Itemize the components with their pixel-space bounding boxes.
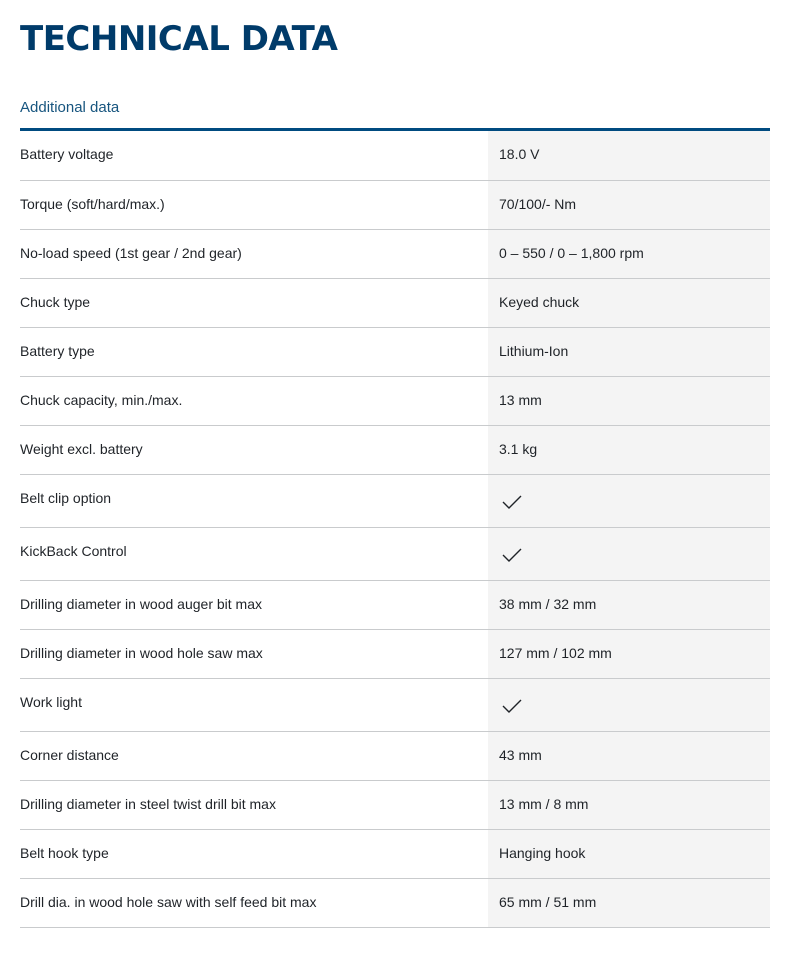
row-label: No-load speed (1st gear / 2nd gear) [20, 245, 242, 261]
row-label: Chuck type [20, 294, 91, 310]
row-label: KickBack Control [20, 543, 127, 559]
row-value: Lithium-Ion [488, 328, 770, 376]
row-value [488, 679, 770, 731]
table-row [20, 732, 770, 781]
table-row [20, 475, 770, 528]
table-row [20, 131, 770, 181]
row-value: Keyed chuck [488, 279, 770, 327]
table-row [20, 230, 770, 279]
row-value [488, 475, 770, 527]
page-title: TECHNICAL DATA [20, 19, 338, 59]
table-row [20, 279, 770, 328]
row-value: 43 mm [488, 732, 770, 780]
row-label: Battery type [20, 343, 95, 359]
row-label: Torque (soft/hard/max.) [20, 196, 165, 212]
row-label: Work light [20, 694, 82, 710]
table-row [20, 528, 770, 581]
row-label: Weight excl. battery [20, 441, 143, 457]
table-row [20, 781, 770, 830]
row-label: Belt clip option [20, 490, 112, 506]
row-value [488, 528, 770, 580]
table-row [20, 426, 770, 475]
row-value: 38 mm / 32 mm [488, 581, 770, 629]
row-label: Drilling diameter in steel twist drill bit max [20, 796, 276, 812]
row-label: Drilling diameter in wood auger bit max [20, 596, 262, 612]
row-label: Drill dia. in wood hole saw with self feed bit max [20, 894, 317, 910]
row-label: Drilling diameter in wood hole saw max [20, 645, 263, 661]
row-value: 13 mm / 8 mm [488, 781, 770, 829]
row-value: 127 mm / 102 mm [488, 630, 770, 678]
check-icon [502, 698, 522, 714]
section-subtitle: Additional data [20, 99, 120, 116]
check-icon [502, 547, 522, 563]
table-row [20, 377, 770, 426]
technical-data-section [20, 0, 770, 928]
row-value: 70/100/- Nm [488, 181, 770, 229]
row-value: 3.1 kg [488, 426, 770, 474]
table-row [20, 328, 770, 377]
table-row [20, 581, 770, 630]
row-label: Chuck capacity, min./max. [20, 392, 183, 408]
table-row [20, 679, 770, 732]
row-value: Hanging hook [488, 830, 770, 878]
row-value: 65 mm / 51 mm [488, 879, 770, 927]
row-label: Corner distance [20, 747, 119, 763]
row-label: Belt hook type [20, 845, 109, 861]
table-row [20, 630, 770, 679]
technical-data-table [20, 128, 770, 928]
row-value: 18.0 V [488, 131, 770, 180]
row-label: Battery voltage [20, 146, 114, 162]
row-value: 0 – 550 / 0 – 1,800 rpm [488, 230, 770, 278]
table-row [20, 879, 770, 928]
table-row [20, 830, 770, 879]
check-icon [502, 494, 522, 510]
table-row [20, 181, 770, 230]
row-value: 13 mm [488, 377, 770, 425]
